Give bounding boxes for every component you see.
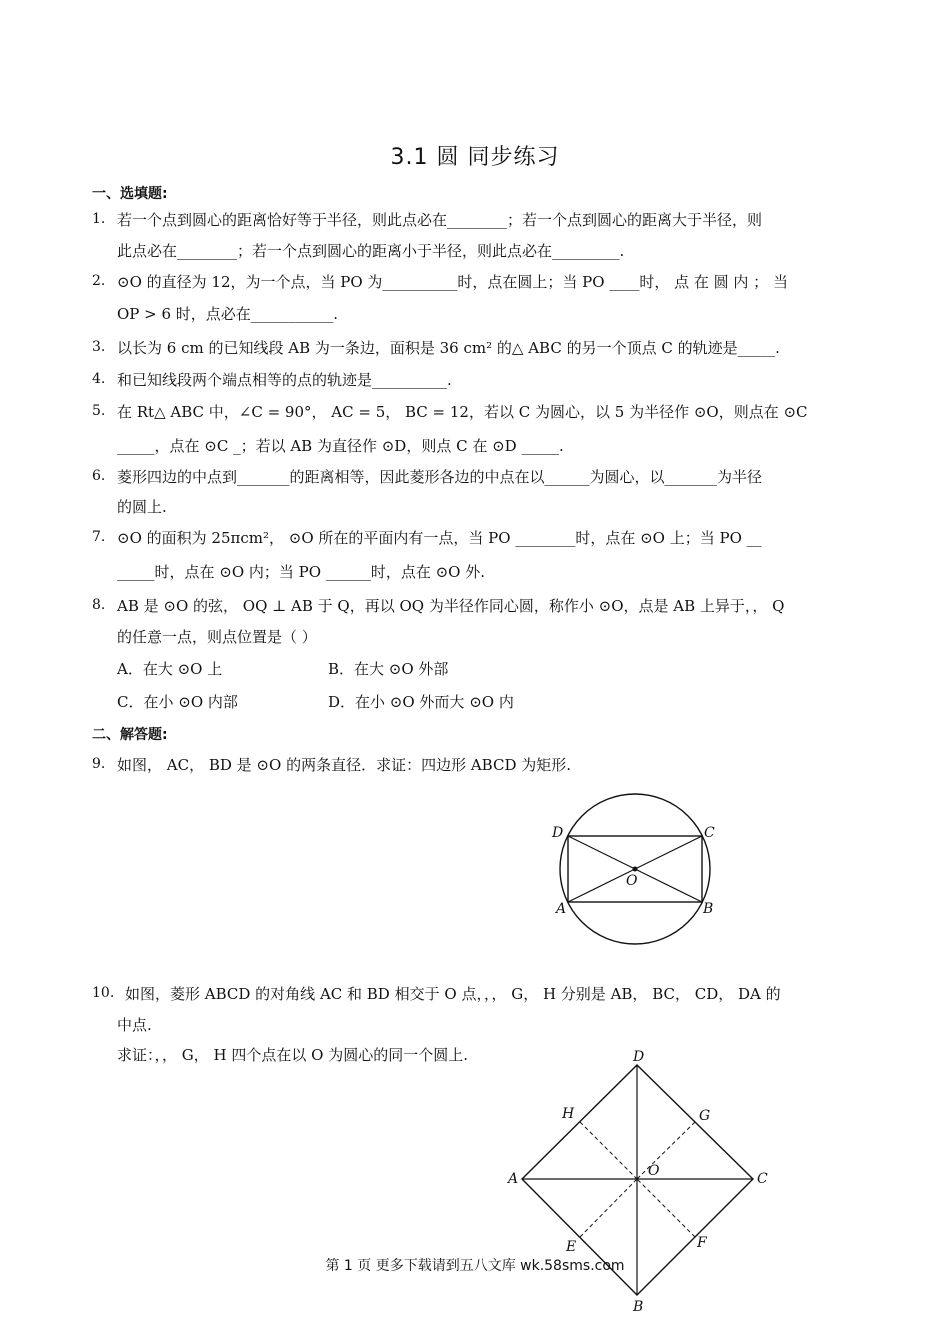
q10-line2: 中点.	[117, 1016, 152, 1034]
q8-option-b: B．在大 ⊙O 外部	[328, 660, 449, 678]
q7-line1: ⊙O 的面积为 25πcm²， ⊙O 所在的平面内有一点，当 PO ________时，点在 ⊙O 上；当 PO __	[117, 529, 762, 547]
fig2-label-f: F	[697, 1235, 707, 1251]
figure-rectangle-in-circle	[540, 785, 740, 950]
fig1-label-d: D	[552, 825, 564, 841]
fig2-label-o: O	[648, 1163, 660, 1179]
center-point-o	[633, 867, 638, 872]
page-footer: 第 1 页 更多下载请到五八文库 wk.58sms.com	[325, 1258, 625, 1274]
fig1-label-b: B	[703, 901, 714, 917]
q7-number: 7.	[92, 529, 106, 545]
fig2-label-a: A	[508, 1171, 519, 1187]
fig2-label-b: B	[633, 1299, 644, 1315]
page-title: 3.1 圆 同步练习	[390, 145, 560, 170]
q9-number: 9.	[92, 756, 106, 772]
q3-line1: 以长为 6 cm 的已知线段 AB 为一条边，面积是 36 cm² 的△ ABC 的另一个顶点 C 的轨迹是_____.	[117, 339, 780, 357]
q10-number: 10.	[92, 985, 115, 1001]
q10-line1: 如图，菱形 ABCD 的对角线 AC 和 BD 相交于 O 点，，， G， H 分别是 AB， BC， CD， DA 的	[125, 985, 781, 1003]
q6-line1: 菱形四边的中点到_______的距离相等，因此菱形各边的中点在以______为圆心，以_______为半径	[117, 468, 763, 486]
q4-number: 4.	[92, 371, 106, 387]
q3-number: 3.	[92, 339, 106, 355]
q1-line1: 若一个点到圆心的距离恰好等于半径，则此点必在________；若一个点到圆心的距离大于半径，则	[117, 211, 763, 229]
q6-line2: 的圆上.	[117, 498, 167, 516]
fig1-label-o: O	[626, 873, 638, 889]
q8-option-d: D．在小 ⊙O 外而大 ⊙O 内	[328, 693, 514, 711]
q9-line1: 如图， AC， BD 是 ⊙O 的两条直径．求证：四边形 ABCD 为矩形.	[117, 756, 572, 774]
q8-line2: 的任意一点，则点位置是（ ）	[117, 628, 317, 646]
q7-line2: _____时，点在 ⊙O 内；当 PO ______时，点在 ⊙O 外.	[117, 563, 485, 581]
q6-number: 6.	[92, 468, 106, 484]
fig2-label-g: G	[699, 1108, 711, 1124]
q8-option-c: C．在小 ⊙O 内部	[117, 693, 238, 711]
q8-line1: AB 是 ⊙O 的弦， OQ ⊥ AB 于 Q，再以 OQ 为半径作同心圆，称作小 ⊙O，点是 AB 上异于，， Q	[117, 597, 785, 615]
q10-line3: 求证：，， G， H 四个点在以 O 为圆心的同一个圆上.	[117, 1046, 468, 1064]
q5-number: 5.	[92, 403, 106, 419]
q5-line2: _____，点在 ⊙C _；若以 AB 为直径作 ⊙D，则点 C 在 ⊙D _____.	[117, 437, 564, 455]
q2-line2: OP > 6 时，点必在___________.	[117, 305, 339, 323]
segment-og	[637, 1122, 695, 1179]
section-answer-heading: 二、解答题:	[92, 727, 168, 743]
section-choice-heading: 一、选填题:	[92, 186, 168, 202]
q1-number: 1.	[92, 211, 106, 227]
segment-oe	[580, 1179, 637, 1237]
fig2-label-e: E	[566, 1239, 577, 1255]
segment-oh	[580, 1122, 637, 1179]
fig1-label-a: A	[556, 901, 567, 917]
figure-rhombus	[500, 1045, 780, 1344]
q8-number: 8.	[92, 597, 106, 613]
q2-number: 2.	[92, 273, 106, 289]
q2-line1: ⊙O 的直径为 12，为一个点，当 PO 为__________时，点在圆上；当 PO ____时， 点 在 圆 内 ； 当	[117, 273, 788, 291]
fig2-label-c: C	[757, 1171, 768, 1187]
segment-of	[637, 1179, 695, 1237]
q8-option-a: A．在大 ⊙O 上	[117, 660, 223, 678]
q4-line1: 和已知线段两个端点相等的点的轨迹是__________.	[117, 371, 452, 389]
q1-line2: 此点必在________；若一个点到圆心的距离小于半径，则此点必在_________.	[117, 242, 625, 260]
fig1-label-c: C	[704, 825, 715, 841]
fig2-label-d: D	[633, 1049, 645, 1065]
q5-line1: 在 Rt△ ABC 中，∠C = 90°， AC = 5， BC = 12，若以 C 为圆心，以 5 为半径作 ⊙O，则点在 ⊙C	[117, 403, 808, 421]
fig2-label-h: H	[562, 1106, 575, 1122]
